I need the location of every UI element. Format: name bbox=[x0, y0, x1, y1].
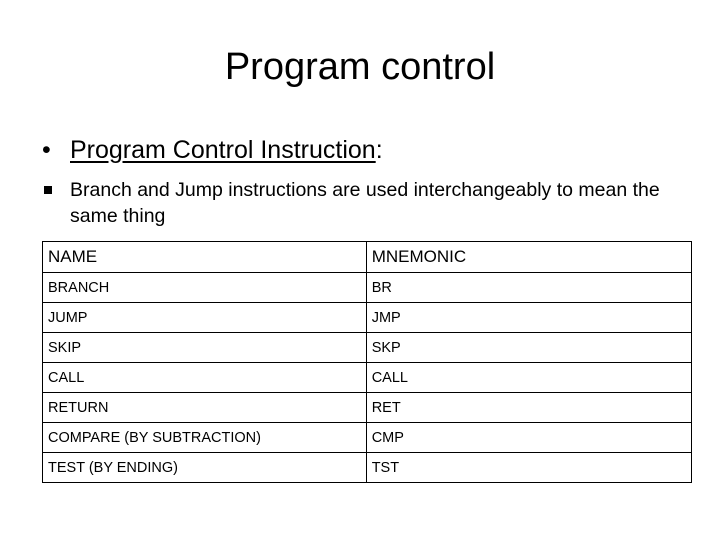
cell-mnemonic: SKP bbox=[366, 333, 691, 363]
cell-mnemonic: BR bbox=[366, 273, 691, 303]
cell-name: CALL bbox=[43, 363, 367, 393]
bullet-note-text: Branch and Jump instructions are used interchangeably to mean the same thing bbox=[70, 179, 660, 227]
mnemonic-table bbox=[42, 241, 692, 483]
square-bullet-icon bbox=[44, 186, 52, 194]
table-row bbox=[43, 333, 692, 363]
table-row bbox=[43, 393, 692, 423]
cell-name: COMPARE (BY SUBTRACTION) bbox=[43, 423, 367, 453]
header-name: NAME bbox=[43, 242, 367, 273]
table-row bbox=[43, 423, 692, 453]
round-bullet-icon: • bbox=[42, 136, 51, 164]
cell-name: RETURN bbox=[43, 393, 367, 423]
cell-mnemonic: JMP bbox=[366, 303, 691, 333]
bullet-branch-jump-note bbox=[44, 177, 684, 229]
cell-mnemonic: CALL bbox=[366, 363, 691, 393]
bullet-term: Program Control Instruction bbox=[70, 136, 376, 164]
header-mnemonic: MNEMONIC bbox=[366, 242, 691, 273]
table-row bbox=[43, 303, 692, 333]
cell-name: TEST (BY ENDING) bbox=[43, 453, 367, 483]
cell-name: SKIP bbox=[43, 333, 367, 363]
cell-mnemonic: CMP bbox=[366, 423, 691, 453]
cell-name: BRANCH bbox=[43, 273, 367, 303]
slide-title: Program control bbox=[224, 46, 496, 88]
bullet-program-control-instruction bbox=[42, 134, 383, 166]
cell-mnemonic: RET bbox=[366, 393, 691, 423]
table-header-row bbox=[43, 242, 692, 273]
table-row bbox=[43, 273, 692, 303]
cell-name: JUMP bbox=[43, 303, 367, 333]
cell-mnemonic: TST bbox=[366, 453, 691, 483]
table-row bbox=[43, 363, 692, 393]
bullet-term-suffix: : bbox=[375, 136, 383, 164]
table-row bbox=[43, 453, 692, 483]
